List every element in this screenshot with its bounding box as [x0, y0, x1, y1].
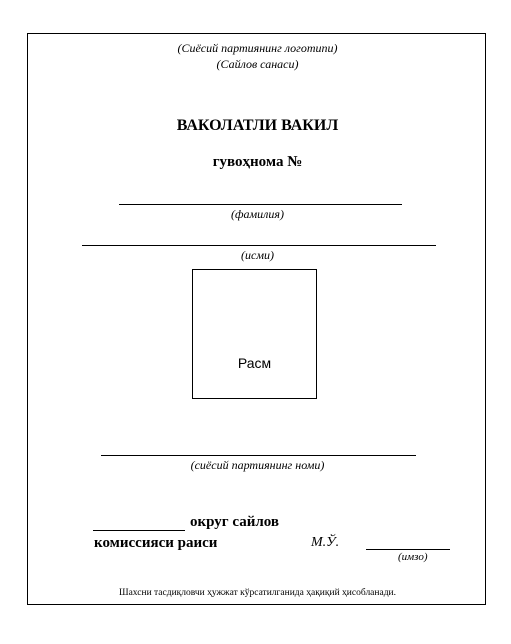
surname-label: (фамилия) [231, 207, 284, 221]
signature-line [366, 549, 450, 550]
election-date-placeholder: (Сайлов санаси) [216, 57, 299, 71]
commission-chair-text: комиссияси раиси [94, 535, 218, 551]
district-blank-line [93, 530, 185, 531]
party-name-label: (сиёсий партиянинг номи) [190, 458, 325, 472]
document-title: ВАКОЛАТЛИ ВАКИЛ [176, 117, 339, 134]
district-text: округ сайлов [190, 514, 279, 530]
photo-box [192, 269, 317, 399]
party-name-line [101, 455, 416, 456]
name-line [82, 245, 436, 246]
seal-placeholder: М.Ў. [311, 535, 340, 550]
surname-line [119, 204, 402, 205]
party-logo-placeholder: (Сиёсий партиянинг логотипи) [177, 41, 338, 55]
signature-label: (имзо) [398, 551, 428, 563]
certificate-card [27, 33, 486, 605]
certificate-number-label: гувоҳнома № [212, 154, 303, 170]
photo-label: Расм [237, 355, 272, 371]
footer-note: Шахсни тасдиқловчи ҳужжат кўрсатилганида ҳақиқий ҳисобланади. [119, 588, 396, 598]
name-label: (исми) [241, 248, 274, 262]
